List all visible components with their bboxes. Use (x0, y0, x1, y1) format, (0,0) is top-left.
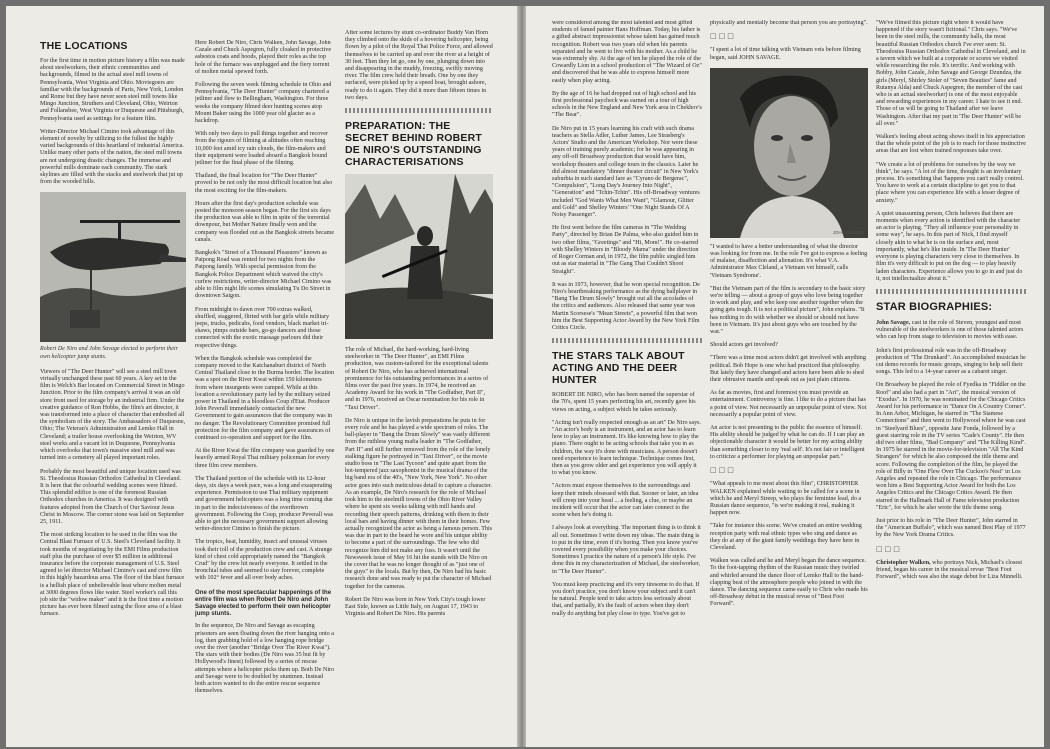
paragraph: Hours after the first day's production schedule was posted the monsoon season began. For the first six days the production was able to film in spite of the torrential downpour, but Mother Nature finally won and the company was flooded out as the Bangkok streets became canals. (195, 200, 335, 243)
paragraph: "I wanted to have a better understanding of what the director was looking for from me. In the role I've got to express a feeling of malaise, disaffection and alienation. It's what V.A. Administrator Max Cleland, a Vietnam vet himself, calls 'Vietnam Syndrome'. (710, 243, 868, 279)
paragraph: "What appeals to me most about this film", CHRISTOPHER WALKEN explained while waiting to be called for a scene in which he and Meryl Streep, who plays the feminine lead, do a Russian dance sequence, "is we're making it real, making it happen now. (710, 481, 862, 517)
right-column-2 (710, 20, 868, 745)
de-niro-rifle-photo (345, 174, 493, 339)
section-divider (345, 108, 493, 113)
paragraph: Robert De Niro was born in New York City's tough lower East Side, known as Little Italy, on August 17, 1943 to Virginia and Robert De Niro. His parents (345, 596, 486, 618)
paragraph: Writer-Director Michael Cimino took advantage of this element of novelty by utilizing to the fullest the highly varied backgrounds of this heartland of industrial America. Unlike many other parts of the nation, the steel mill towns are not undergoing drastic changes. The immense and powerful mills dominate each community. The stark skylines are filled with the stacks and steelwork that jut up from the wooded hills. (40, 128, 184, 186)
paragraph: Thailand, the final location for "The Deer Hunter" proved to be not only the most difficult location but also the most exciting for the film-makers. (195, 173, 333, 194)
paragraph: As far as movies, first and foremost you must provide an entertainment. Controversy is fine. I like to do a picture that has a point of view. Not necessarily an unpopular point of view. Not necessarily a popular point of view. (710, 390, 867, 418)
bio-text: who portrays Nick, Michael's closest friend, began his career in the musical revue "Best Foot Forward", which was also the stage debut for Liza Minnelli. (876, 559, 1023, 581)
right-column-1 (552, 20, 702, 745)
paragraph: Probably the most beautiful and unique location used was St. Theodosius Russian Orthodox Cathedral in Cleveland. It is here that the colourful wedding scenes were filmed. This splendid edifice is one of the foremost Russian Orthodox churches in America. It was designed with features adopted from the Church of Our Saviour Jesus Christ in Moscow. The corner stone was laid on September 25, 1911. (40, 468, 185, 525)
stars-talk-heading: THE STARS TALK ABOUT ACTING AND THE DEER HUNTER (552, 350, 685, 387)
preparation-heading: PREPARATION: THE SECRET BEHIND ROBERT DE NIRO'S OUTSTANDING CHARACTERISATIONS (345, 120, 483, 169)
paragraph (876, 560, 1026, 582)
right-page (526, 6, 1044, 747)
paragraph: With only two days to pull things together and recover from the rigours of filming at altitudes often reaching 10,000 feet amid icy rain clouds, the film-makers and their equipment were loaded aboard a Bangkok bound jetliner for the final phase of the filming. (195, 131, 328, 167)
paragraph: After some lectures by stunt co-ordinator Buddy Van Horn they climbed onto the skids of a hovering helicopter, being flown by a pilot of the Royal Thai Police Force, and allowed themselves to be carried up and over the river at a height of 30 feet. Then they let go, one by one, plunging down into and disappearing in the muddy, freezing, swiftly moving river. The film crew held their breath. One by one they surfaced, were picked up by a speed boat, brought ashore, ready to do it again. They did it more than fifteen times in two days. (345, 30, 493, 101)
paragraph: An actor is not presenting to the public the essence of himself. His ability should be judged by what he can do. If I can play an objectionable character it would be better for my acting ability than something closer to my 'real self'. It's not fair or intelligent to criticize a performer for playing an unpopular part." (710, 425, 865, 460)
bio-text: cast in the role of Steven, youngest and most vulnerable of the steelworkers is one of those talented actors who can hop from stage to television to movies with ease. (876, 319, 1024, 341)
left-column-2 (195, 40, 335, 745)
helicopter-photo (40, 192, 186, 342)
bio-name: John Savage, (876, 319, 911, 326)
paragraph: You must keep practicing and it's very tiresome to do that. If you don't practice, you don't know your subject and it can't be natural. People tend to take actors less seriously about that, and partially, it's the fault of actors when they don't really do anything but play close to type. You've got to (552, 581, 700, 617)
bio-name: Christopher Walken, (876, 559, 931, 566)
paragraph: For the first time in motion picture history a film was made about steelworkers, their ethnic communities and backgrounds, filmed in the actual steel mill towns of Pennsylvania, West Virginia and Ohio. Moviegoers are familiar with the backgrounds of Paris, New York, London and Rome but they have never seen steel mill towns like Mingo Junction, Struthers and Cleveland, Ohio, Weirton and Follansbee, West Virginia or Duquesne and Pittsburgh, Pennsylvania used as settings for a feature film. (40, 58, 185, 122)
john-savage-portrait (710, 68, 868, 238)
paragraph: "But the Vietnam part of the film is secondary to the basic story we're telling — about a group of guys who love being together in work and play, and who keep one another together when the going gets tough. It is not a political picture", John explains. "It has nothing to do with whether we should or should not have been in Vietnam. It's just about guys who are touched by the war." (710, 285, 866, 336)
paragraph: From midnight to dawn over 700 extras walked, shuffled, staggered, flirted with bar girls while military jeeps, trucks, pedicabs, food vendors, black market tri-shaws, pimps outside bars, go-go dancers and those connected with the exotic massage parlours did their respective things. (195, 306, 330, 349)
paragraph: Viewers of "The Deer Hunter" will see a steel mill town virtually unchanged these past 60 years. A key set in the film is Welch's Bar located on Commercial Street in Mingo Junction. Prior to the film company's arrival it was an old store front used for storage by an industrial firm. Under the creative guidance of Ron Hobbs, the film's art director, it was transformed into a place of character that embodied all the symbolism of the story. The Ambassadors of Duquesne, Ohio; The Veteran's Administration and Lemko Hall in Cleveland; a trailer house overlooking the Weirton, WV steel works and a vacant lot in Duquesne, Pennsylvania which overlooks that town's massive steel mill and was turned into a cemetery all played important roles. (40, 368, 186, 462)
paragraph: Walken was called and he and Meryl began the dance sequence. To the foot-tapping rhythm of the Russian music they twirled and whirled around the dance floor of Lemko Hall to the hand-clapping beat of the atmosphere people who joined in with the dance. The dancing sequence came easily to Chris who made his off-Broadway debut in the musical revue of "Best Foot Forward". (710, 558, 868, 608)
left-column-3 (345, 30, 493, 745)
paragraph: Walken's feeling about acting shows itself in his appreciation that the whole point of the job is to reach for those instinctive areas that are lost when trained responses take over. (876, 134, 1026, 155)
paragraph: At the River Kwai the film company was guarded by one heavily armed Royal Thai military policeman for every three film crew members. (195, 448, 335, 469)
section-divider (552, 338, 702, 343)
paragraph: Here Robert De Niro, Chris Walken, John Savage, John Cazale and Chuck Aspegren, fully cloaked in protective asbestos coats and hoods, played their roles as the top hole of the furnace was unplugged and the fiery torrent of molten metal spewed forth. (195, 40, 332, 75)
paragraph (876, 320, 1026, 342)
paragraph: The role of Michael, the hard-working, hard-living steelworker in "The Deer Hunter", an EMI Films production, was custom-tailored for the exceptional talents of Robert De Niro, who has achieved international prominence for his outstanding performances in a series of films over the past five years. In 1974, he received an Academy Award for his work in "The Godfather, Part II", and in 1976, received an Oscar nomination for his role in "Taxi Driver". (345, 347, 489, 411)
paragraph: were considered among the most talented and most gifted students of famed painter Hans Hoffman. Today, his father is a gifted abstract impressionist whose talent has gained much recognition. Robert was two years old when his parents separated and he went to live with his mother. As a child he was extremely shy. At the age of ten he played the role of the Cowardly Lion in a school production of "The Wizard of Oz" and discovered that he was able to express himself more easily when play acting. (552, 20, 702, 84)
highlight-paragraph: One of the most spectacular happenings of the entire film was when Robert De Niro and John Savage elected to perform their own helicopter jump stunts. (195, 588, 332, 618)
section-marker: □□□ (876, 544, 902, 553)
paragraph: physically and mentally become that person you are portraying". (710, 20, 868, 26)
paragraph: The Thailand portion of the schedule with its 12-hour days, six days a week pace, was a long and exasperating experience. Permission to use Thai military equipment and government helicopters was a long time coming due in part to the indecisiveness of the overthrown government. Following the Coup, producer Peverall was able to get the necessary government support allowing writer-director Cimino to finish the picture. (195, 475, 334, 533)
paragraph: "There was a time most actors didn't get involved with anything political. Bob Hope is one who had practiced that philosophy. But lately they have changed and actors have been able to shed their obtrusive mantle and speak out as just plain citizens. (710, 355, 866, 384)
paragraph: He first went before the film cameras in "The Wedding Party", directed by Brian De Palma, who also guided him in two other films, "Greetings" and "Hi, Mom!". He co-starred with Shelley Winters in "Bloody Mama" under the direction of Roger Corman and, in 1972, the film public singled him out as star material in "The Gang That Couldn't Shoot Straight". (552, 225, 699, 275)
paragraph: "Acting isn't really respected enough as an art" De Niro says. "An actor's body is an instrument, and an actor has to learn how to play an instrument. It's like knowing how to play the piano. There ought to be acting schools that take you in as children, the way it's done with musicians. A person doesn't need experience to learn technique. Technique comes first, then as you grow older and get experience you will apply it to what you know. (552, 419, 702, 477)
paragraph: A quiet unassuming person, Chris believes that there are moments when every action is identified with the character an actor is playing. "They all influence your personality in some way", he says. In this part of Nick, I find myself closely akin to what he is on the surface and, most importantly, what he's like inside. In 'The Deer Hunter' everyone is playing characters very close to themselves. In film it's very difficult to put on the dog — to play heavily laden characters. Experience allows you to go in and just do it, not intellectualize about it." (876, 210, 1023, 282)
paragraph: "Take for instance this scene. We've created an entire wedding reception party with real ethnic types who sing and dance as they do at any of the giant family weddings they have here in Cleveland. (710, 523, 862, 551)
paragraph: In the sequence, De Niro and Savage as escaping prisoners are seen floating down the river hanging onto a log, then grabbing hold of a low hanging rope bridge over the river (another "Bridge Over The River Kwai"). The stars with their bodies (De Niro was 35 but fit by Hollywood's finest) followed by a series of rescue attempts where a helicopter picks them up. Both De Niro and Savage were to be doubled by stuntmen. Instead both actors wanted to do the entire rescue sequence themselves. (195, 623, 335, 695)
paragraph: "We've filmed this picture right where it would have happened if the story wasn't fictional." Chris says. "We've been in the steel mills, the community halls, the most beautiful Russian Orthodox church I've ever seen: St. Theodosius Russian Orthodox Cathedral in Cleveland, and in a tavern which we built at a corporate or scores we visited while researching the role. It's terrific. And working with Bobby, John Cazale, John Savage and George Dzundza, the girls (Meryl, Shirley Stoler of "Seven Beauties" fame and Rutanya Alda) and Chuck Aspegren, the member of the cast who is an actual steelworker) is one of the most enjoyable and rewarding experiences in my career. I hate to see it end. Those of us will be going to Thailand after we leave Washington. After that my part in 'The Deer Hunter' will be all over." (876, 20, 1026, 127)
paragraph: "I spent a lot of time talking with Vietnam vets before filming began, said JOHN SAVAGE. (710, 47, 861, 61)
paragraph: ROBERT DE NIRO, who has been named the superstar of the 70's, spent 15 years perfecting his art, recently gave his views on acting, a subject which he takes seriously. (552, 392, 696, 413)
paragraph: By the age of 16 he had dropped out of high school and his first professional paycheck was earned on a tour of high schools in the New England and New York area in Chekhov's "The Bear". (552, 90, 702, 119)
right-column-3 (876, 20, 1026, 745)
paragraph: Following the seven week filming schedule in Ohio and Pennsylvania, "The Deer Hunter" company chartered a jetliner and flew to Bellingham, Washington. For three weeks the company filmed deer hunting scenes atop Mount Baker using the 1000 year old glacier as a backdrop. (195, 82, 332, 125)
paragraph: On Broadway he played the role of Fyedka in "Fiddler on the Roof" and also had a part in "Ari", the musical version of "Exodus". In 1970, he was nominated for the Chicago Critics Award for his performance in "Dance On A Country Corner". In Ann Arbor, Michigan, he starred in "The Siamese Connections" and then went to Hollywood where he was cast in "Steelyard Blues", opposite Jane Fonda, followed by a guest starring role in the TV series "Cade's County". He then did two other films, "Bad Company" and "The Killing Kind". In 1975 he starred in the movie-for-television "All The Kind Strangers" for which he also composed the title theme and score. Following the completion of the film, he played the role of Billy in "One Flew Over The Cuckoo's Nest" in Los Angeles and repeated the role in Chicago. The performance won him a Best Supporting Actor Award for both the Los Angeles Critics and the Chicago Critics Award. He then starred in the Hallmark Hall of Fame television production "Eric", for which he also wrote the title theme song. (876, 382, 1026, 511)
locations-heading: THE LOCATIONS (40, 40, 128, 52)
paragraph: De Niro is unique in the lavish preparations he puts in for every role and he has played a wide spectrum of roles. The ball-player in "Bang the Drum Slowly" was vastly different from the ruthless young mafia leader in "The Godfather, Part II" and still further removed from the role of the lonely stalking figure he portrayed in "Taxi Driver", or the movie studio boss in "The Last Tycoon" and quite apart from the hot-tempered jazz saxophonist in the musical drama of the big band era of the 40's, "New York, New York". No other actor goes into such meticulous detail to capture a character. As an example, De Niro's research for the role of Michael took him to the steelmill towns of the Ohio River Valley where he spent six weeks talking with mill hands and recording their speech patterns, drinking with them in their local bars and having dinner with them in their homes. Few actually recognized the actor as being a famous person. This was due in part to the beard he wore and his unique ability to become a part of the surroundings. The few who did recognize him did not make any fuss. It wasn't until the Newsweek issue of May 16 hit the stands with De Niro on the cover that he was no longer thought of as "just one of the guys" to the locals. But by then, De Niro had his basic research done and was ready to put the character of Michael together for the cameras. (345, 417, 493, 590)
paragraph: The most striking location to be used in the film was the Central Blast Furnace of U.S. Steel's Cleveland facility. It took months of negotiating by the EMI Films production staff plus the purchase of over $5 million in additional insurance before the corporate management of U.S. Steel agreed to let director Michael Cimino's cast and crew film in this highly hazardous area. The floor of the blast furnace is a hellish place of unbelievable heat where molten metal at 3000 degrees flows like water. Steel worker's call this job site the "widow maker" and it is the first time a motion picture has ever been filmed using the floor area of a blast furnace. (40, 532, 185, 618)
paragraph: It was in 1973, however, that he won special recognition. De Niro's heartbreaking performance as the dying ballplayer in "Bang The Drum Slowly" brought out all the accolades of the critics and audiences. Also released that same year was Martin Scorsese's "Mean Streets", a powerful film that won him the Best Supporting Actor Award by the New York Film Critics Circle. (552, 281, 700, 331)
photo-credit: JOHN SAVAGE (832, 229, 864, 235)
paragraph: The tropics, heat, humidity, insect and unusual viruses took their toll of the production crew and cast. A strange kind of chest cold appropriately named the "Bangkok Crud" by the crew hit nearly everyone. It settled in the bronchial tubes and seemed to stay forever, complete with 102° fever and all over body aches. (195, 539, 333, 582)
star-biographies-heading: STAR BIOGRAPHIES: (876, 300, 993, 313)
left-column-1 (40, 40, 186, 745)
paragraph: De Niro put in 15 years learning his craft with such drama teachers as Stella Adler, Luther James, Lee Strasberg's Actors' Studio and the American Workshop. Nor were these years of training purely academic; for he was appearing in any off-off Broadway production that would have him, workshop theaters and college tours in the classics. Later he did almost mandatory "dinner theater circuit" in New York's suburbia in such standard fare as "Cyrano de Bergerac", "Compulsion", "Long Day's Journey Into Night", "Generation" and "Tchin-Tchin". His off-Broadway ventures included "God Wants What Men Want", "Glamour, Glitter and Gold" and Shelley Winters' "One Night Stands Of A Noisy Passenger". (552, 125, 700, 219)
section-divider (876, 289, 1026, 294)
paragraph: "We create a lot of problems for ourselves by the way we think", he says. "A lot of the time, thought is an involuntary process. It's something that 'happens you can't really control. You have to work at a certain discipline to get you to that place where you can experience life with a lesser degree of anxiety." (876, 161, 1024, 204)
left-page (6, 6, 518, 747)
section-marker: □□□ (710, 32, 736, 41)
paragraph: Should actors get involved? (710, 342, 778, 349)
section-marker: □□□ (710, 466, 736, 475)
paragraph: Just prior to his role in "The Deer Hunter", John starred in the "American Buffalo", which was named Best Play of 1977 by the New York Drama Critics. (876, 517, 1026, 539)
paragraph: John's first professional role was in the off-Broadway production of "The Drunkard". An accomplished musician he cut demo records for music groups, singing to help sell their songs. This led to a 14-year career as a cabaret singer. (876, 347, 1026, 376)
paragraph: "Actors must expose themselves to the surroundings and keep their minds obsessed with that. Sooner or later, an idea will creep into your head ... a feeling, a clue, or maybe an incident will occur that the actor can later connect to the scene when he's doing it. (552, 483, 699, 519)
paragraph: Bangkok's "Street of a Thousand Pleasures" known as Patpong Road was rented for two nights from the Patpong family. With special permission from the Bangkok Police Department which waived the city's curfew restrictions, writer-director Michael Cimino was able to film night life scenes simulating Tu Do Street in downtown Saigon. (195, 250, 332, 300)
paragraph: I always look at everything. The important thing is to think it all out. Sometimes I write down my ideas. The main thing is to put in the time, even if it's boring. Then you know you've covered every possibility when you make your choices. Sometimes I practice the nature of a person's life style. I've done this in my characterization of Michael, the steelworker, in "The Deer Hunter". (552, 525, 701, 575)
helicopter-photo-caption: Robert De Niro and John Savage elected to perform their own helicopter jump stunts. (40, 346, 178, 360)
paragraph: When the Bangkok schedule was completed the company moved to the Katchanaburi district of North Central Thailand close to the Burma border. The location was a spot on the River Kwai within 150 kilometers from where insurgents were camped. While at this location a revolutionary party led by the military seized power in Thailand in a bloodless Coup d'Etat. Producer John Peverall immediately contacted the new Government to gain assurances that the company was in no danger. The Revolutionary Committee promised full protection for the film company and gave assurances of continued co-operation and support for the film. (195, 355, 335, 441)
